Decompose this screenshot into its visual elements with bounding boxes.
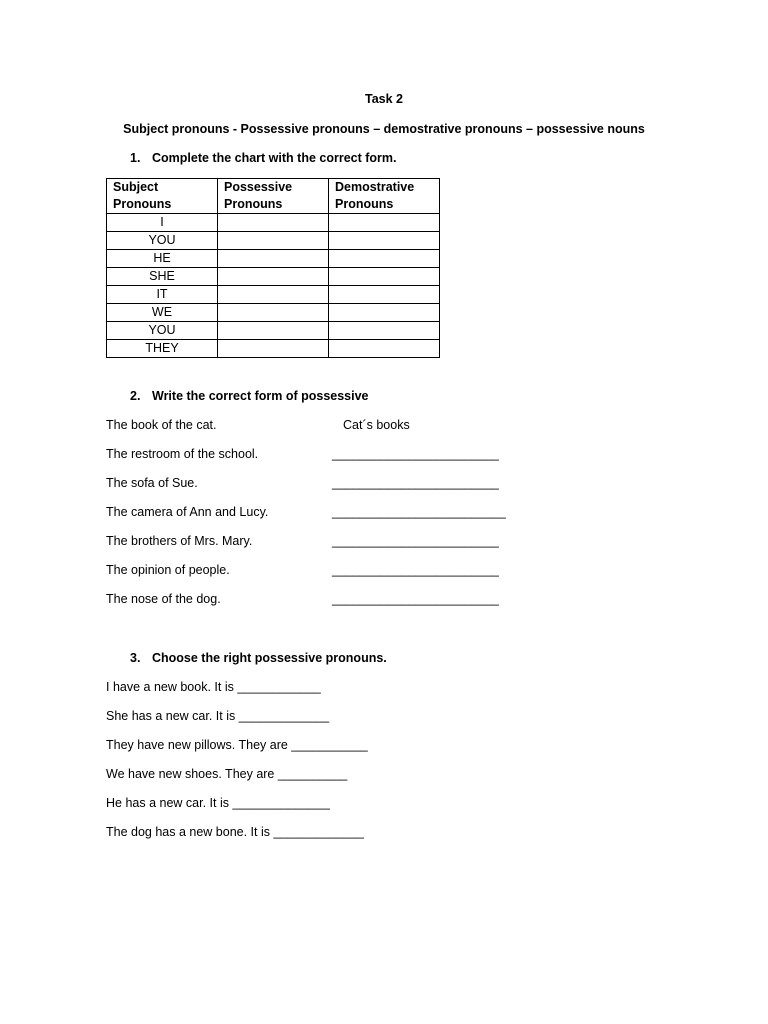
possessive-item — [106, 563, 526, 581]
possessive-item — [106, 476, 526, 494]
pronoun-chart — [106, 178, 440, 358]
page-title: Task 2 — [365, 92, 403, 106]
possessive-prompt: The sofa of Sue. — [106, 476, 198, 490]
demostrative-cell[interactable] — [329, 304, 440, 322]
table-row — [107, 286, 440, 304]
possessive-cell[interactable] — [218, 340, 329, 358]
table-row — [107, 232, 440, 250]
section2-heading-text: Write the correct form of possessive — [152, 389, 369, 403]
possessive-cell[interactable] — [218, 268, 329, 286]
subject-cell: SHE — [107, 268, 218, 286]
table-row — [107, 214, 440, 232]
possessive-item — [106, 592, 526, 610]
possessive-answer-blank[interactable]: ________________________ — [332, 563, 499, 577]
possessive-item — [106, 505, 526, 523]
table-row — [107, 340, 440, 358]
subject-cell: THEY — [107, 340, 218, 358]
demostrative-cell[interactable] — [329, 250, 440, 268]
possessive-prompt: The nose of the dog. — [106, 592, 221, 606]
section3-heading — [130, 651, 387, 665]
demostrative-cell[interactable] — [329, 268, 440, 286]
demostrative-cell[interactable] — [329, 232, 440, 250]
section3-number: 3. — [130, 651, 141, 665]
pronoun-sentence[interactable]: I have a new book. It is ____________ — [106, 680, 321, 694]
header-demostrative-pronouns: Demostrative Pronouns — [329, 179, 440, 214]
possessive-cell[interactable] — [218, 214, 329, 232]
possessive-item — [106, 418, 526, 436]
demostrative-cell[interactable] — [329, 214, 440, 232]
pronoun-sentence[interactable]: We have new shoes. They are __________ — [106, 767, 348, 781]
section2-number: 2. — [130, 389, 141, 403]
possessive-cell[interactable] — [218, 232, 329, 250]
pronoun-sentence[interactable]: The dog has a new bone. It is _____________ — [106, 825, 364, 839]
possessive-answer-blank[interactable]: ________________________ — [332, 592, 499, 606]
section1-number: 1. — [130, 151, 141, 165]
pronoun-sentence[interactable]: He has a new car. It is ______________ — [106, 796, 330, 810]
table-row — [107, 250, 440, 268]
possessive-item — [106, 447, 526, 465]
demostrative-cell[interactable] — [329, 286, 440, 304]
subject-cell: I — [107, 214, 218, 232]
subject-cell: WE — [107, 304, 218, 322]
table-row — [107, 304, 440, 322]
possessive-answer-blank[interactable]: ________________________ — [332, 534, 499, 548]
possessive-cell[interactable] — [218, 250, 329, 268]
section3-heading-text: Choose the right possessive pronouns. — [152, 651, 387, 665]
possessive-cell[interactable] — [218, 286, 329, 304]
demostrative-cell[interactable] — [329, 322, 440, 340]
pronoun-sentence[interactable]: She has a new car. It is _____________ — [106, 709, 330, 723]
section1-heading — [130, 151, 396, 165]
possessive-prompt: The brothers of Mrs. Mary. — [106, 534, 253, 548]
pronoun-sentence[interactable]: They have new pillows. They are ___________ — [106, 738, 368, 752]
possessive-prompt: The opinion of people. — [106, 563, 230, 577]
table-row — [107, 268, 440, 286]
subject-cell: HE — [107, 250, 218, 268]
possessive-cell[interactable] — [218, 304, 329, 322]
possessive-answer-blank[interactable]: ________________________ — [332, 476, 499, 490]
section2-heading — [130, 389, 369, 403]
possessive-answer-blank[interactable]: _________________________ — [332, 505, 506, 519]
table-row — [107, 322, 440, 340]
possessive-prompt: The book of the cat. — [106, 418, 217, 432]
header-subject-pronouns: Subject Pronouns — [107, 179, 218, 214]
subject-cell: YOU — [107, 232, 218, 250]
page-subtitle: Subject pronouns - Possessive pronouns – demostrative pronouns – possessive nouns — [123, 122, 645, 136]
header-possessive-pronouns: Possessive Pronouns — [218, 179, 329, 214]
possessive-cell[interactable] — [218, 322, 329, 340]
possessive-item — [106, 534, 526, 552]
possessive-prompt: The restroom of the school. — [106, 447, 259, 461]
subject-cell: IT — [107, 286, 218, 304]
possessive-answer-example: Cat´s books — [343, 418, 410, 432]
section1-heading-text: Complete the chart with the correct form. — [152, 151, 397, 165]
possessive-answer-blank[interactable]: ________________________ — [332, 447, 499, 461]
subject-cell: YOU — [107, 322, 218, 340]
demostrative-cell[interactable] — [329, 340, 440, 358]
possessive-prompt: The camera of Ann and Lucy. — [106, 505, 269, 519]
